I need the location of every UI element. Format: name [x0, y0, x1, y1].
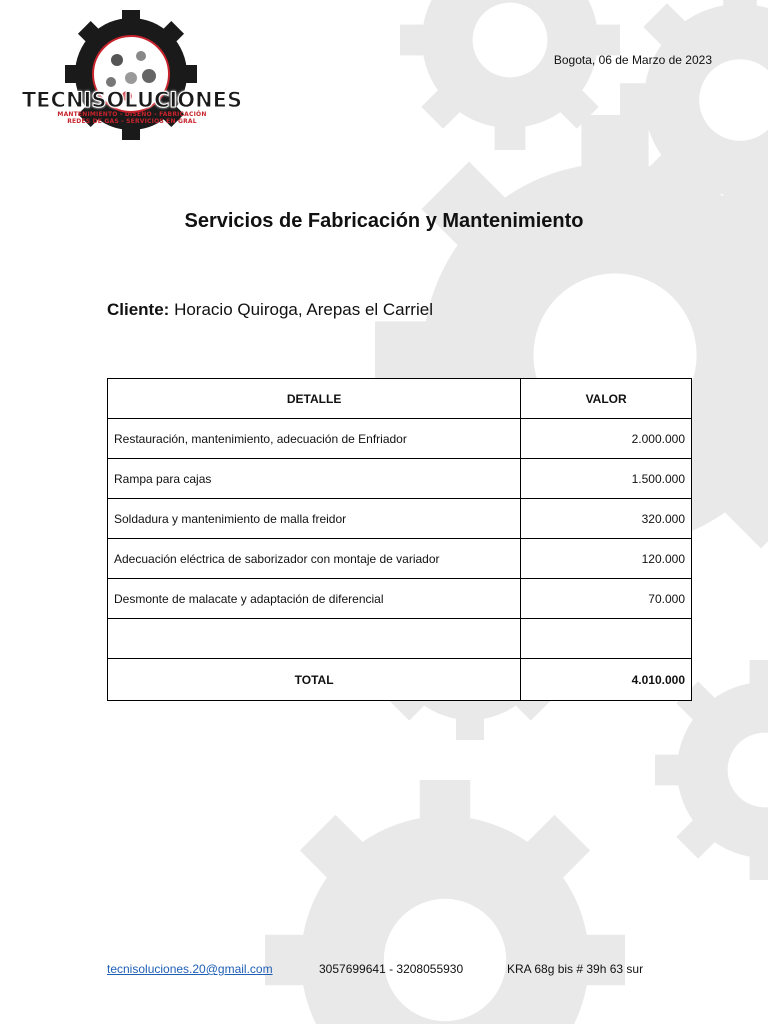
gear-logo-icon — [14, 10, 250, 150]
row-detail — [108, 619, 521, 659]
logo-name: TECNISOLUCIONES — [21, 88, 243, 112]
logo-tagline-1: MANTENIMIENTO - DISEÑO - FABRICACIÓN — [57, 111, 207, 118]
client-name: Horacio Quiroga, Arepas el Carriel — [174, 300, 433, 319]
table-row — [108, 539, 692, 579]
total-label: TOTAL — [108, 659, 521, 701]
table-row — [108, 499, 692, 539]
footer-address: KRA 68g bis # 39h 63 sur — [507, 962, 644, 976]
row-value: 2.000.000 — [521, 419, 692, 459]
row-detail: Soldadura y mantenimiento de malla freidor — [108, 499, 521, 539]
row-value: 320.000 — [521, 499, 692, 539]
table-row-empty — [108, 619, 692, 659]
table-total-row — [108, 659, 692, 701]
row-detail: Restauración, mantenimiento, adecuación de Enfriador — [108, 419, 521, 459]
row-value: 120.000 — [521, 539, 692, 579]
company-logo — [14, 10, 250, 150]
client-label: Cliente: — [107, 300, 170, 319]
row-detail: Adecuación eléctrica de saborizador con montaje de variador — [108, 539, 521, 579]
header-detail: DETALLE — [108, 379, 521, 419]
document-title: Servicios de Fabricación y Mantenimiento — [184, 210, 584, 232]
table-row — [108, 579, 692, 619]
table-row — [108, 459, 692, 499]
document-date: Bogota, 06 de Marzo de 2023 — [553, 53, 712, 67]
client-line — [107, 300, 433, 320]
logo-tagline-2: REDES DE GAS - SERVICIOS EN GRAL — [67, 118, 197, 125]
footer — [107, 962, 644, 976]
row-value: 1.500.000 — [521, 459, 692, 499]
header-value: VALOR — [521, 379, 692, 419]
row-detail: Desmonte de malacate y adaptación de diferencial — [108, 579, 521, 619]
table-row — [108, 419, 692, 459]
row-detail: Rampa para cajas — [108, 459, 521, 499]
row-value: 70.000 — [521, 579, 692, 619]
services-table — [107, 378, 692, 701]
total-value: 4.010.000 — [521, 659, 692, 701]
footer-phones: 3057699641 - 3208055930 — [319, 962, 464, 976]
table-header-row — [108, 379, 692, 419]
row-value — [521, 619, 692, 659]
email-link[interactable]: tecnisoluciones.20@gmail.com — [107, 962, 273, 976]
